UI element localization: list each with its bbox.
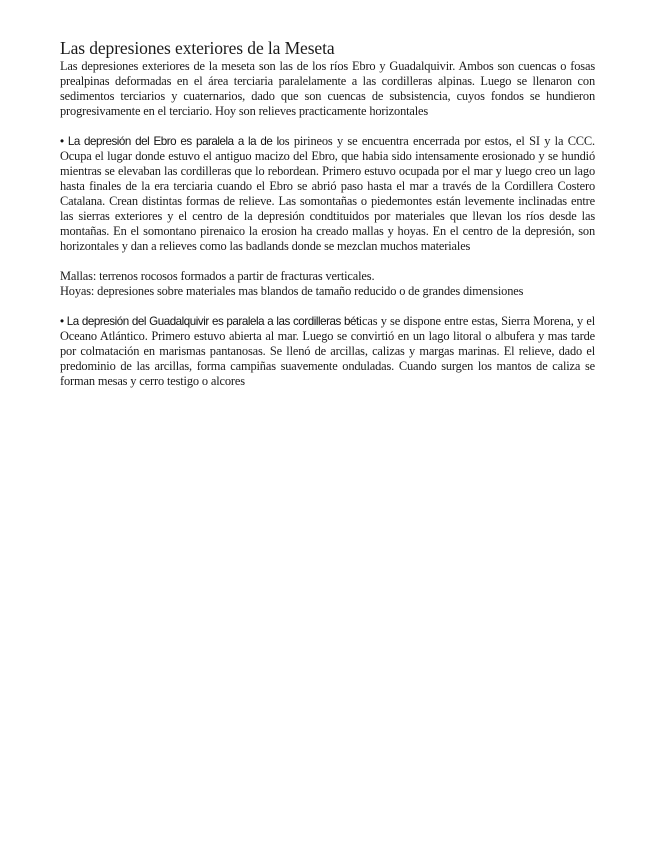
document-title: Las depresiones exteriores de la Meseta xyxy=(60,38,335,58)
paragraph-spacer xyxy=(60,299,595,314)
guadalquivir-lead-text: • La depresión del Guadalquivir es paralela a las cordilleras bét xyxy=(60,315,359,328)
guadalquivir-body-text: icas y se dispone entre estas, Sierra Morena, y el Oceano Atlántico. Primero estuvo abierta al mar. Luego se convirtió en un lago litoral o albufera y mas tarde por colmatación en marismas pantanosas. Se llenó de arcillas, calizas y margas marinas. El relieve, dado el predominio de las arcillas, forma campiñas suavemente onduladas. Cuando surgen los mantos de caliza se forman mesas y cerro testigo o alcores xyxy=(60,314,595,388)
ebro-body-text: os pirineos y se encuentra encerrada por estos, el SI y la CCC. Ocupa el lugar donde estuvo el antiguo macizo del Ebro, que habia sido intensamente erosionado y se hundió mientras se elevaban las cordilleras que lo rebordean. Primero estuvo ocupada por el mar y luego creo un lago hasta finales de la era terciaria cuando el Ebro se abrió paso hasta el mar a través de la Cordillera Costero Catalana. Crean distintas formas de relieve. Las somontañas o piedemontes están levemente inclinadas entre las sierras exteriores y el centro de la depresión condtituidos por materiales que llevan los ríos desde las montañas. En el somontano pirenaico la erosion ha creado mallas y hoyas. En el centro de la depresión, son horizontales y dan a relieves como las badlands donde se mezclan muchos materiales xyxy=(60,134,595,253)
ebro-paragraph xyxy=(60,134,595,254)
paragraph-spacer xyxy=(60,254,595,269)
document-page xyxy=(60,38,595,389)
ebro-lead-text: • La depresión del Ebro es paralela a la de l xyxy=(60,135,279,148)
mallas-definition: Mallas: terrenos rocosos formados a partir de fracturas verticales. xyxy=(60,269,375,283)
paragraph-spacer xyxy=(60,119,595,134)
hoyas-definition: Hoyas: depresiones sobre materiales mas blandos de tamaño reducido o de grandes dimensiones xyxy=(60,284,524,298)
intro-paragraph: Las depresiones exteriores de la meseta son las de los ríos Ebro y Guadalquivir. Ambos son cuencas o fosas prealpinas deformadas en el área terciaria paralelamente a las cordilleras alpinas. Luego se llenaron con sedimentos terciarios y cuaternarios, dado que son cuencas de subsistencia, cuyos fondos se hundieron progresivamente en el terciario. Hoy son relieves practicamente horizontales xyxy=(60,59,595,118)
guadalquivir-paragraph xyxy=(60,314,595,389)
